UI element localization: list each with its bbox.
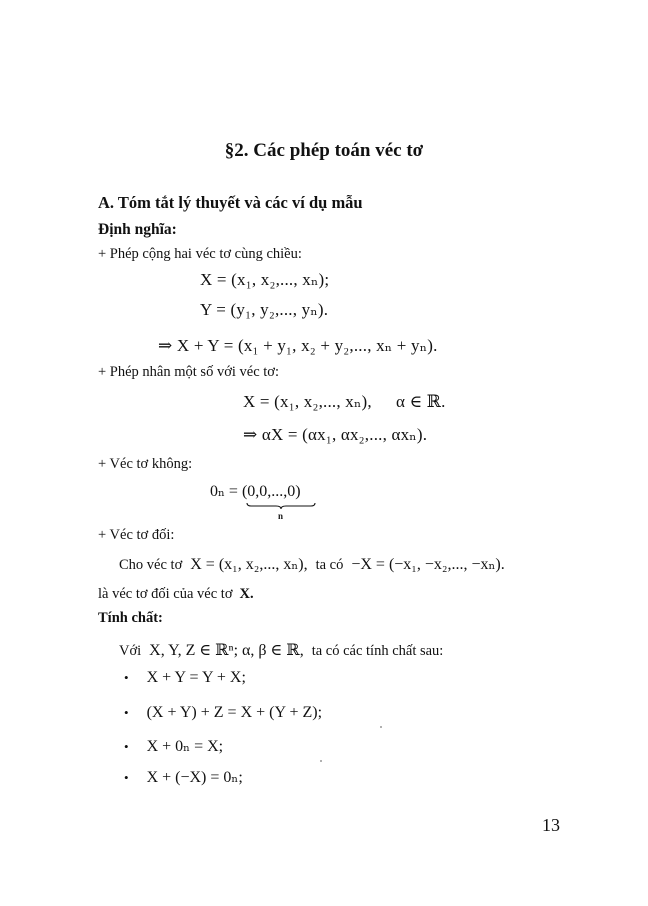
opposite-eq-2: −X = (−x₁, −x₂,..., −xₙ). xyxy=(351,556,505,573)
opposite-conclusion xyxy=(98,585,254,603)
opposite-line xyxy=(119,554,505,574)
zero-lhs: 0ₙ = xyxy=(210,483,238,500)
property-item xyxy=(124,767,243,787)
opposite-intro: + Véc tơ đối: xyxy=(98,527,175,543)
bullet-icon: • xyxy=(124,739,129,754)
opposite-conclusion-text: là véc tơ đối của véc tơ xyxy=(98,586,233,602)
property-item xyxy=(124,704,322,722)
property-text: (X + Y) + Z = X + (Y + Z); xyxy=(146,704,323,721)
opposite-conclusion-x: X. xyxy=(239,586,254,602)
properties-intro-eq: X, Y, Z ∈ ℝⁿ; α, β ∈ ℝ, xyxy=(149,642,304,659)
property-text: X + (−X) = 0ₙ; xyxy=(146,769,243,786)
zero-intro: + Véc tơ không: xyxy=(98,456,193,472)
underbrace xyxy=(246,502,316,510)
opposite-text-1: Cho véc tơ xyxy=(119,557,183,573)
equation-scalar-x: X = (x₁, x₂,..., xₙ), xyxy=(243,392,372,411)
equation-y: Y = (y₁, y₂,..., yₙ). xyxy=(200,300,329,319)
underbrace-n: n xyxy=(278,511,284,521)
bullet-icon: • xyxy=(124,770,129,785)
property-item xyxy=(124,736,223,756)
opposite-text-2: ta có xyxy=(315,557,344,573)
equation-scalar-result: ⇒ αX = (αx₁, αx₂,..., αxₙ). xyxy=(243,425,428,444)
properties-intro-text-2: ta có các tính chất sau: xyxy=(311,643,444,659)
scalar-intro: + Phép nhân một số với véc tơ: xyxy=(98,364,279,380)
equation-zero xyxy=(210,481,301,521)
addition-intro: + Phép cộng hai véc tơ cùng chiều: xyxy=(98,246,302,262)
zero-vector xyxy=(210,481,301,521)
property-text: X + Y = Y + X; xyxy=(146,669,246,686)
property-item xyxy=(124,669,246,687)
bullet-icon: • xyxy=(124,670,129,685)
scan-speck xyxy=(320,760,322,762)
page-title: §2. Các phép toán véc tơ xyxy=(224,140,424,161)
definition-heading: Định nghĩa: xyxy=(98,221,177,238)
zero-rhs: (0,0,...,0) xyxy=(241,483,301,500)
bullet-icon: • xyxy=(124,705,129,720)
section-heading: A. Tóm tắt lý thuyết và các ví dụ mẫu xyxy=(98,193,363,212)
properties-heading: Tính chất: xyxy=(98,610,163,626)
opposite-eq-1: X = (x₁, x₂,..., xₙ), xyxy=(190,556,308,573)
scan-speck xyxy=(380,726,382,728)
equation-x: X = (x₁, x₂,..., xₙ); xyxy=(200,270,330,289)
property-text: X + 0ₙ = X; xyxy=(146,738,224,755)
properties-intro-text-1: Với xyxy=(119,643,142,659)
equation-sum: ⇒ X + Y = (x₁ + y₁, x₂ + y₂,..., xₙ + yₙ). xyxy=(158,336,438,355)
equation-scalar-alpha: α ∈ ℝ. xyxy=(396,392,446,411)
page-number: 13 xyxy=(542,815,560,835)
properties-intro xyxy=(119,640,443,660)
